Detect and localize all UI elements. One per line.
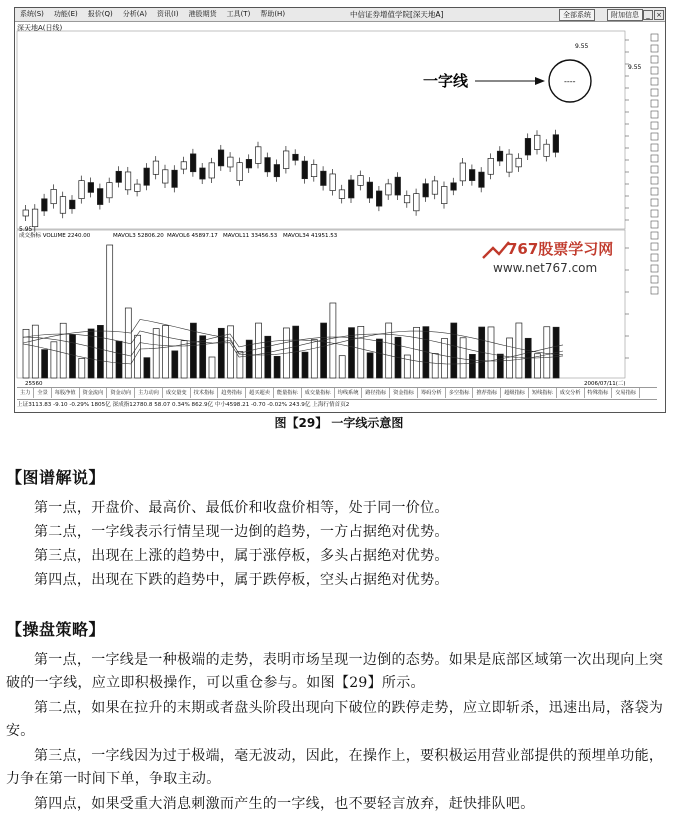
tool-icon (651, 78, 658, 85)
menu-hk-futures[interactable]: 港股期货 (188, 10, 217, 18)
tool-icon (651, 287, 658, 294)
indicator-tab[interactable]: 短线指标 (529, 388, 557, 398)
price-panel-frame (17, 31, 625, 229)
menu-system[interactable]: 系统(S) (20, 10, 44, 18)
candle-body (525, 138, 531, 155)
volume-bars (23, 245, 559, 378)
volume-bar (265, 336, 271, 378)
volume-bar (376, 339, 382, 378)
candle-body (70, 200, 76, 209)
volume-bar (469, 354, 475, 378)
section1-paragraph-4: 第四点，出现在下跌的趋势中，属于跌停板，空头占据绝对优势。 (34, 572, 449, 588)
tool-icon (651, 221, 658, 228)
candle-body (228, 157, 234, 167)
candle-body (386, 184, 392, 195)
watermark-logo-icon (483, 242, 509, 258)
candle-body (451, 183, 457, 190)
candle-body (135, 184, 141, 191)
volume-bar (172, 351, 178, 378)
indicator-tab[interactable]: 均线系统 (335, 388, 363, 398)
candle-body (144, 168, 150, 185)
tool-icon (651, 199, 658, 206)
menu-info[interactable]: 资讯(I) (157, 10, 179, 18)
candle-body (125, 172, 131, 190)
volume-bar (163, 326, 169, 378)
candle-body (339, 190, 345, 199)
candle-body (218, 150, 224, 166)
tool-icon (651, 155, 658, 162)
candle-body (367, 182, 373, 198)
candle-body (79, 181, 85, 199)
tool-icon (651, 166, 658, 173)
indicator-tab[interactable]: 超买超卖 (246, 388, 274, 398)
candle-body (395, 177, 401, 195)
figure-caption: 图【29】 一字线示意图 (274, 416, 404, 430)
volume-bar (32, 325, 38, 378)
indicator-tab[interactable]: 资金动向 (107, 388, 135, 398)
candle-body (414, 194, 420, 211)
volume-bar (367, 353, 373, 378)
volume-bar (311, 340, 317, 378)
high-price-label: 9.55 (575, 43, 589, 50)
candle-body (163, 170, 169, 183)
volume-bar (181, 341, 187, 378)
volume-bar (42, 350, 48, 378)
tool-icon (651, 188, 658, 195)
menu-tools[interactable]: 工具(T) (226, 10, 251, 18)
tool-icon (651, 100, 658, 107)
annotation-label: 一字线 (423, 72, 469, 90)
bottom-left-value: 25560 (25, 381, 43, 387)
kline-chart (15, 8, 665, 412)
candle-body (153, 161, 159, 174)
candle-body (181, 162, 187, 169)
indicator-tab[interactable]: 推荐指标 (473, 388, 501, 398)
volume-bar (516, 323, 522, 378)
candle-body (469, 170, 475, 181)
indicator-tab[interactable]: 成交量指标 (302, 388, 335, 398)
candle-body (302, 161, 308, 179)
volume-bar (153, 329, 159, 378)
volume-bar (51, 342, 57, 378)
tool-icon (651, 177, 658, 184)
watermark-site: 767股票学习网 (507, 240, 614, 258)
candle-body (60, 197, 65, 214)
indicator-tab[interactable]: 技术指标 (191, 388, 219, 398)
tool-icon (651, 122, 658, 129)
tool-icon (651, 133, 658, 140)
tool-icon (651, 144, 658, 151)
all-systems-button[interactable]: 全部系统 (559, 9, 595, 21)
indicator-tab[interactable]: 路径指标 (362, 388, 390, 398)
indicator-tab[interactable]: 特殊指标 (585, 388, 613, 398)
section-title-explanation: 【图谱解说】 (6, 468, 106, 487)
tool-icon (651, 34, 658, 41)
minimize-icon[interactable]: _ (643, 10, 653, 20)
volume-bar (70, 335, 76, 378)
tool-icon (651, 254, 658, 261)
volume-bar (414, 327, 420, 378)
tool-icon (651, 210, 658, 217)
stock-label: 深天地A(日线) (17, 24, 63, 32)
vol-header-0: 成交指标 VOLUME 2240.00 (19, 233, 91, 239)
candle-body (23, 210, 29, 216)
close-icon[interactable]: × (654, 10, 664, 20)
volume-bar (302, 352, 308, 378)
volume-bar (339, 356, 345, 378)
indicator-tab[interactable]: 交易指标 (612, 388, 640, 398)
candle-body (479, 172, 485, 187)
section2-paragraph-2: 第二点，如果在拉升的末期或者盘头阶段出现向下破位的跌停走势，应立即斩杀，迅速出局，落袋为安。 (6, 700, 664, 739)
volume-bar (358, 326, 364, 378)
candle-body (507, 154, 512, 172)
candle-body (516, 158, 522, 167)
candle-body (88, 183, 94, 193)
indicator-tab[interactable]: 资金指标 (390, 388, 418, 398)
volume-bar (97, 325, 103, 378)
volume-bar (116, 341, 122, 378)
menu-analysis[interactable]: 分析(A) (122, 10, 148, 18)
watermark (483, 240, 613, 275)
candle-body (432, 181, 438, 194)
volume-bar (507, 338, 513, 378)
volume-bar (256, 323, 262, 378)
tool-icon (651, 111, 658, 118)
indicator-tab[interactable]: 多空指标 (446, 388, 474, 398)
tool-icon (651, 243, 658, 250)
candle-body (190, 154, 196, 172)
menu-quote[interactable]: 报价(Q) (87, 10, 113, 18)
arrow-head-icon (535, 77, 545, 85)
candle-body (172, 170, 178, 187)
indicator-tab[interactable]: 超级指标 (501, 388, 529, 398)
candle-body (553, 135, 559, 153)
menu-function[interactable]: 功能(E) (53, 10, 78, 18)
section1-paragraph-1: 第一点，开盘价、最高价、最低价和收盘价相等，处于同一价位。 (34, 500, 449, 516)
candle-body (404, 195, 410, 202)
date-label: 2006/07/11(二) (584, 381, 626, 387)
candle-body (330, 174, 336, 191)
candle-body (200, 168, 206, 179)
candle-body (237, 163, 243, 181)
tool-icon (651, 45, 658, 52)
volume-bar (209, 357, 215, 378)
candle-body (442, 186, 448, 203)
volume-bar (544, 327, 550, 378)
volume-bar (488, 327, 494, 378)
candlesticks (23, 130, 559, 232)
volume-bar (535, 354, 541, 378)
volume-bar (386, 323, 392, 378)
candle-body (107, 183, 113, 198)
indicator-tab[interactable]: 成交分析 (557, 388, 585, 398)
candle-body (321, 171, 327, 185)
tool-icon (651, 67, 658, 74)
candle-body (32, 209, 38, 227)
tool-icon (651, 276, 658, 283)
candle-body (460, 163, 466, 181)
candle-body (488, 158, 494, 174)
window-title: 中信证券增值学院[深天地A] (350, 10, 444, 19)
section2-paragraph-1: 第一点，一字线是一种极端的走势，表明市场呈现一边倒的态势。如果是底部区域第一次出现向上突破的一字线，应立即积极操作，可以重仓参与。如图【29】所示。 (6, 652, 664, 691)
candle-body (97, 189, 103, 205)
tool-icon (651, 89, 658, 96)
volume-bar (228, 326, 234, 378)
volume-bar (79, 358, 85, 378)
indicator-tab[interactable]: 筹码分析 (418, 388, 446, 398)
candle-body (265, 158, 271, 172)
volume-bar (432, 353, 438, 378)
candle-body (544, 144, 550, 156)
section2-paragraph-4: 第四点，如果受重大消息刺激而产生的一字线，也不要轻言放弃，赶快排队吧。 (34, 796, 535, 812)
indicator-tab[interactable]: 成交量变 (163, 388, 191, 398)
chart-screenshot (14, 7, 666, 413)
status-bar: 上证3113.83 -9.10 -0.29% 1805亿 深成指12780.8 58.07 0.34% 862.9亿 中小4598.21 -0.70 -0.02% 243.9亿 上海行情首页2 (17, 399, 657, 410)
volume-bar (330, 303, 336, 378)
volume-bar (107, 245, 113, 378)
annotation-dash: ---- (564, 77, 576, 86)
candle-body (246, 159, 252, 168)
indicator-tab[interactable]: 能量指标 (274, 388, 302, 398)
indicator-tab[interactable]: 每股净值 (52, 388, 80, 398)
section1-paragraph-2: 第二点，一字线表示行情呈现一边倒的趋势，一方占据绝对优势。 (34, 524, 449, 540)
indicator-tab[interactable]: 主力动向 (135, 388, 163, 398)
volume-bar (404, 355, 410, 378)
section1-paragraph-3: 第三点，出现在上涨的趋势中，属于涨停板，多头占据绝对优势。 (34, 548, 449, 564)
candle-body (209, 163, 215, 178)
price-scale (625, 40, 629, 358)
candle-body (376, 191, 382, 206)
volume-bar (60, 323, 66, 378)
section-title-strategy: 【操盘策略】 (6, 620, 106, 639)
candle-body (349, 180, 355, 198)
vol-header-2: MAVOL6 45897.17 (167, 233, 218, 239)
indicator-tab[interactable]: 资金流向 (80, 388, 108, 398)
vol-header-4: MAVOL34 41951.53 (283, 233, 338, 239)
volume-bar (246, 340, 252, 378)
volume-bar (321, 323, 327, 378)
volume-bar (497, 354, 503, 378)
tool-icon (651, 56, 658, 63)
menu-help[interactable]: 帮助(H) (260, 10, 286, 18)
section2-paragraph-3: 第三点，一字线因为过于极端，毫无波动，因此，在操作上，要积极运用营业部提供的预埋单功能，力争在第一时间下单，争取主动。 (6, 748, 664, 787)
candle-body (42, 199, 48, 211)
right-toolbar (651, 34, 658, 294)
vol-header-3: MAVOL11 33456.53 (223, 233, 278, 239)
right-price-label: 9.55 (628, 64, 642, 71)
indicator-tab[interactable]: 全景 (34, 388, 51, 398)
volume-bar (451, 323, 457, 378)
candle-body (293, 154, 299, 160)
candle-body (256, 147, 262, 164)
candle-body (497, 151, 503, 161)
candle-body (535, 135, 541, 149)
tool-icon (651, 265, 658, 272)
candle-body (116, 171, 122, 182)
indicator-tabs (17, 387, 657, 398)
candle-body (51, 189, 57, 203)
indicator-tab[interactable]: 主力 (17, 388, 34, 398)
watermark-url: www.net767.com (493, 261, 598, 275)
candle-body (283, 151, 289, 169)
candle-body (311, 164, 317, 176)
vol-header-1: MAVOL3 52806.20 (113, 233, 164, 239)
candle-body (358, 176, 364, 186)
low-price-label: 5.95 (19, 226, 33, 233)
extra-info-button[interactable]: 附加信息 (607, 9, 643, 21)
volume-bar (144, 358, 150, 378)
tool-icon (651, 232, 658, 239)
candle-body (274, 165, 280, 177)
candle-body (423, 184, 429, 197)
volume-bar (460, 338, 466, 378)
volume-bar (274, 356, 280, 378)
indicator-tab[interactable]: 趋势指标 (218, 388, 246, 398)
